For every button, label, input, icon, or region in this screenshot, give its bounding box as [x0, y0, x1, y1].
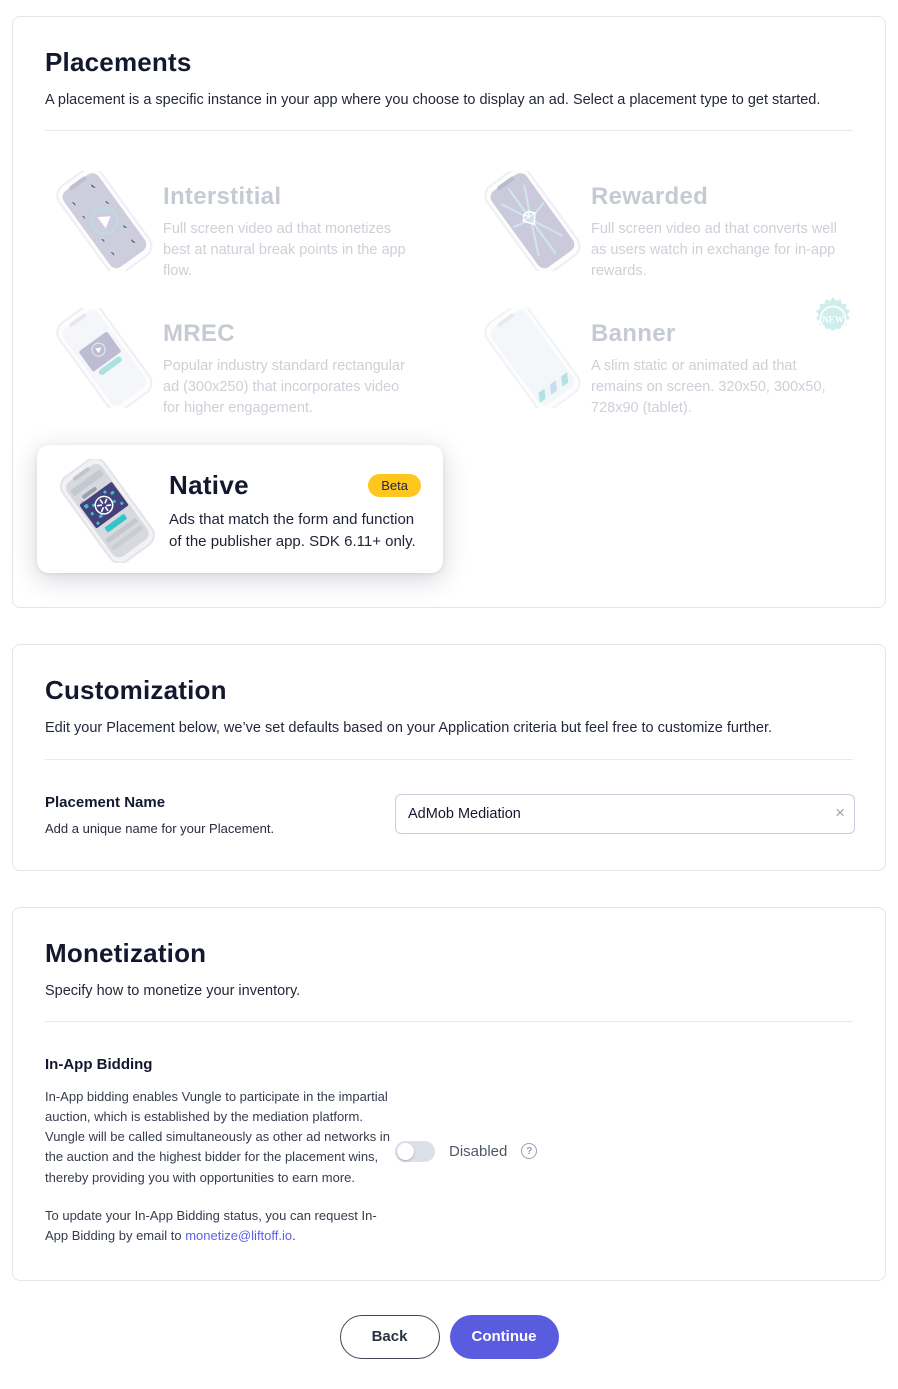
placements-title: Placements [45, 47, 192, 77]
type-title-interstitial: Interstitial [163, 183, 282, 211]
divider [45, 130, 853, 131]
mrec-phone-icon [45, 308, 163, 408]
type-title-banner: Banner [591, 320, 676, 348]
beta-badge: Beta [368, 474, 421, 497]
monetization-subtitle: Specify how to monetize your inventory. [45, 982, 301, 999]
type-desc-interstitial: Full screen video ad that monetizes best at natural break points in the app flow. [163, 221, 406, 280]
in-app-bidding-row [45, 1056, 853, 1246]
placement-name-help: Add a unique name for your Placement. [45, 820, 275, 836]
type-desc-native: Ads that match the form and function of the publisher app. SDK 6.11+ only. [169, 511, 416, 550]
type-desc-mrec: Popular industry standard rectangular ad (300x250) that incorporates video for higher engagement. [163, 358, 405, 417]
rewarded-phone-icon [473, 171, 591, 271]
customization-card [12, 644, 886, 870]
svg-text:NEW: NEW [822, 314, 844, 325]
type-desc-rewarded: Full screen video ad that converts well as users watch in exchange for in-app rewards. [591, 221, 837, 280]
monetize-email-link[interactable]: monetize@liftoff.io [185, 1227, 293, 1243]
help-icon[interactable]: ? [521, 1143, 537, 1159]
back-button[interactable]: Back [340, 1315, 440, 1359]
divider [45, 759, 853, 760]
in-app-bidding-toggle[interactable] [395, 1141, 435, 1162]
clear-input-icon[interactable]: × [835, 802, 845, 822]
native-phone-icon [51, 459, 169, 559]
in-app-bidding-description: In-App bidding enables Vungle to participate in the impartial auction, which is established by the mediation platform. Vungle will be called simultaneously as other ad networks in the auction and the highest bidder for the placement wins, thereby providing you with opportunities to earn more. [45, 1088, 390, 1185]
customization-subtitle: Edit your Placement below, we’ve set defaults based on your Application criteria but feel free to customize further. [45, 720, 773, 737]
type-title-native: Native [169, 470, 249, 501]
toggle-knob [397, 1143, 414, 1160]
placement-type-rewarded[interactable] [473, 171, 853, 282]
placement-type-mrec[interactable] [45, 308, 443, 419]
type-title-mrec: MREC [163, 320, 235, 348]
in-app-bidding-request-text: To update your In-App Bidding status, you can request In-App Bidding by email to monetize@liftoff.io. [45, 1207, 377, 1243]
placement-type-grid [45, 171, 853, 573]
placement-name-row [45, 794, 853, 836]
monetization-title: Monetization [45, 937, 207, 968]
placements-subtitle: A placement is a specific instance in your app where you choose to display an ad. Select a placement type to get started. [45, 92, 821, 108]
placement-type-interstitial[interactable] [45, 171, 443, 282]
placement-name-label: Placement Name [45, 793, 166, 811]
type-desc-banner: A slim static or animated ad that remains on screen. 320x50, 300x50, 728x90 (tablet). [591, 358, 826, 417]
placement-type-banner[interactable] [473, 308, 853, 419]
placement-name-input[interactable] [395, 794, 855, 834]
interstitial-phone-icon [45, 171, 163, 271]
type-title-rewarded: Rewarded [591, 183, 709, 211]
in-app-bidding-label: In-App Bidding [45, 1055, 153, 1073]
customization-title: Customization [45, 675, 227, 706]
placement-type-native[interactable] [37, 445, 443, 573]
new-badge-icon [810, 296, 856, 342]
placements-card [12, 16, 886, 608]
monetization-card [12, 907, 886, 1281]
in-app-bidding-status: Disabled [449, 1142, 508, 1160]
banner-phone-icon [473, 308, 591, 408]
continue-button[interactable]: Continue [450, 1315, 559, 1359]
divider [45, 1021, 853, 1022]
